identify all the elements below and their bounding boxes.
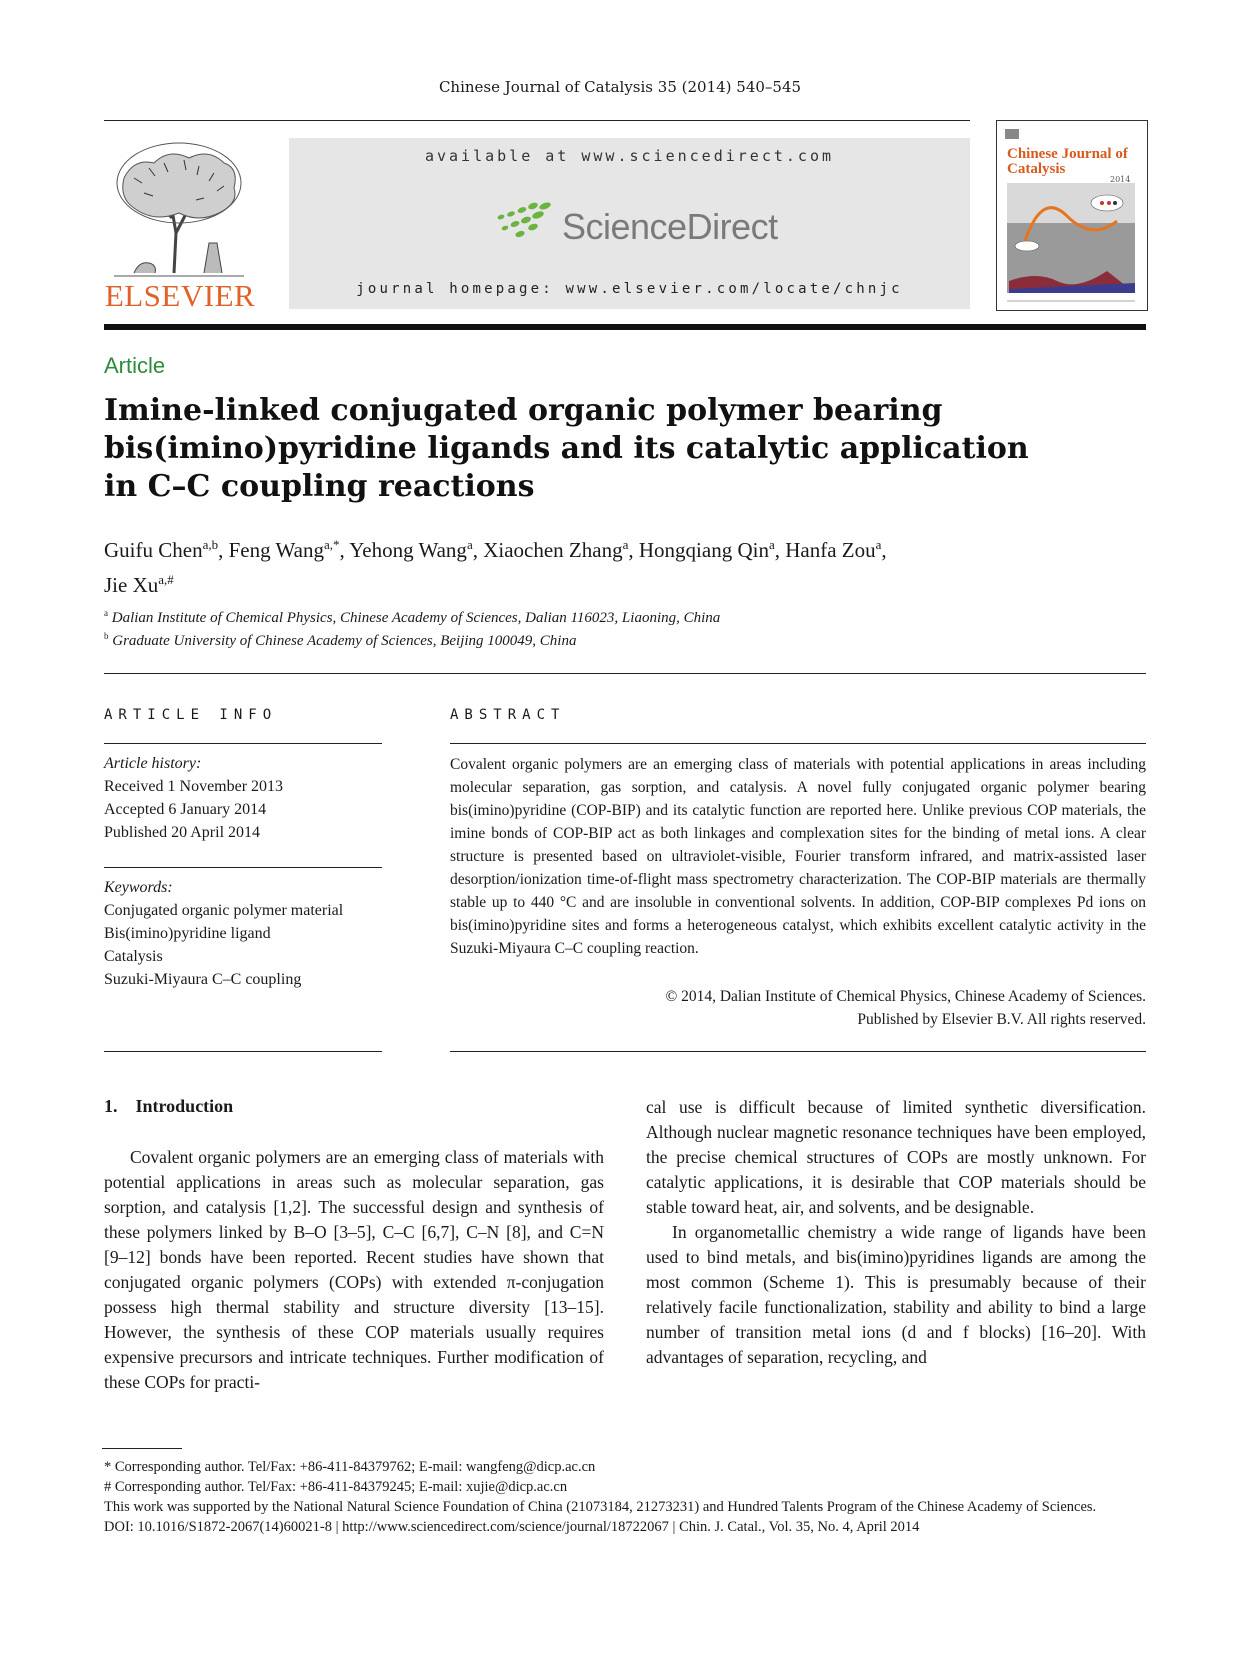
available-at-text: available at www.sciencedirect.com xyxy=(424,147,835,165)
abstract-rule xyxy=(450,743,1146,744)
published-date: Published 20 April 2014 xyxy=(104,824,261,841)
affiliation-a xyxy=(104,608,720,627)
intro-paragraph: cal use is difficult because of limited synthetic diversification. Although nuclear magnetic resonance techniques have been employed, the precise chemical structures of COPs are mostly unknown. For catalytic applications, it is desirable that COP materials should be stable toward heat, air, and solvents, and be designable. xyxy=(646,1097,1146,1217)
author-affiliation-mark: a xyxy=(622,537,629,552)
affiliation-b xyxy=(104,631,576,650)
title-line: in C–C coupling reactions xyxy=(104,469,535,504)
author-name: Xiaochen Zhang xyxy=(483,538,623,562)
author-affiliation-mark: a xyxy=(875,537,882,552)
journal-reference: Chinese Journal of Catalysis 35 (2014) 540–545 xyxy=(438,78,802,96)
copyright-notice xyxy=(450,985,1146,1031)
introduction-heading: 1. Introduction xyxy=(104,1096,234,1116)
affiliation-mark: a xyxy=(104,608,108,618)
article-info-history xyxy=(104,752,283,844)
keyword-item: Catalysis xyxy=(104,948,163,965)
keywords-label: Keywords: xyxy=(104,879,173,896)
sciencedirect-wordmark: ScienceDirect xyxy=(562,206,778,247)
cover-journal-title: Chinese Journal of Catalysis xyxy=(1007,146,1128,177)
article-info-rule xyxy=(104,1051,382,1052)
section-divider xyxy=(104,673,1146,674)
cover-year: 2014 xyxy=(1110,175,1131,184)
copyright-line: Published by Elsevier B.V. All rights reserved. xyxy=(857,1011,1146,1028)
intro-right-column xyxy=(646,1095,1146,1370)
author-name: Jie Xu xyxy=(104,573,159,597)
copyright-line: © 2014, Dalian Institute of Chemical Physics, Chinese Academy of Sciences. xyxy=(665,988,1146,1005)
intro-paragraph: Covalent organic polymers are an emerging class of materials with potential applications in areas such as molecular separation, gas sorption, and catalysis [1,2]. The successful design and synthesis of these polymers linked by B–O [3–5], C–C [6,7], C–N [8], and C=N [9–12] bonds have been reported. Recent studies have shown that conjugated organic polymers (COPs) with extended π-conjugation possess high thermal stability and structure diversity [13–15]. However, the synthesis of these COP materials usually requires expensive precursors and intricate techniques. Further modification of these COPs for practi- xyxy=(104,1147,604,1392)
author-affiliation-mark: a,* xyxy=(323,537,340,552)
keywords-block xyxy=(104,876,343,991)
doi-line: DOI: 10.1016/S1872-2067(14)60021-8 | http://www.sciencedirect.com/science/journal/18722067 | Chin. J. Catal., Vol. 35, No. 4, April 2014 xyxy=(104,1519,920,1535)
title-line: Imine-linked conjugated organic polymer bearing xyxy=(104,393,943,428)
author-name: Hongqiang Qin xyxy=(638,538,769,562)
journal-homepage-text: journal homepage: www.elsevier.com/locate/chnjc xyxy=(356,281,903,297)
article-info-heading: ARTICLE INFO xyxy=(104,707,278,723)
article-title xyxy=(104,392,1064,506)
abstract-heading: ABSTRACT xyxy=(450,707,566,723)
funding-note: This work was supported by the National Natural Science Foundation of China (21073184, 21273231) and Hundred Talents Program of the Chinese Academy of Sciences. xyxy=(104,1499,1097,1515)
keyword-item: Bis(imino)pyridine ligand xyxy=(104,925,271,942)
header-thick-rule xyxy=(104,324,1146,330)
header-rule xyxy=(104,120,970,121)
intro-left-column xyxy=(104,1145,604,1395)
affiliation-mark: b xyxy=(104,631,109,641)
author-affiliation-mark: a xyxy=(768,537,775,552)
abstract-rule xyxy=(450,1051,1146,1052)
keyword-item: Suzuki-Miyaura C–C coupling xyxy=(104,971,302,988)
affiliation-text: Graduate University of Chinese Academy of Sciences, Beijing 100049, China xyxy=(112,633,577,649)
affiliation-text: Dalian Institute of Chemical Physics, Chinese Academy of Sciences, Dalian 116023, Liaoning, China xyxy=(111,610,721,626)
author-name: Guifu Chen xyxy=(104,538,203,562)
author-affiliation-mark: a,# xyxy=(158,572,174,587)
article-info-rule xyxy=(104,867,382,868)
sciencedirect-leaf-icon xyxy=(493,200,559,242)
abstract-body: Covalent organic polymers are an emerging class of materials with potential applications in areas including molecular separation, gas sorption, and catalysis. A novel fully conjugated organic polymer bearing bis(imino)pyridine (COP-BIP) and its catalytic function are reported here. Unlike previous COP materials, the imine bonds of COP-BIP act as both linkages and complexation sites for the binding of metal ions. A clear structure is presented based on ultraviolet-visible, Fourier transform infrared, and matrix-assisted laser desorption/ionization time-of-flight mass spectrometry characterization. The COP-BIP materials are thermally stable up to 440 °C and are insoluble in conventional solvents. In addition, COP-BIP complexes Pd ions on bis(imino)pyridine sites and forms a heterogeneous catalyst, which exhibits excellent catalytic activity in the Suzuki-Miyaura C–C coupling reaction. xyxy=(450,756,1146,957)
footnote-rule xyxy=(102,1448,182,1449)
article-info-rule xyxy=(104,743,382,744)
keyword-item: Conjugated organic polymer material xyxy=(104,902,344,919)
corresponding-author-2: # Corresponding author. Tel/Fax: +86-411-84379245; E-mail: xujie@dicp.ac.cn xyxy=(104,1479,568,1495)
author-list: Guifu Chen$^{a,b}$, Feng Wang$^{a,*}$, Yehong Wang$^a$, Xiaochen Zhang$^a$, Hongqiang Qin$^a$, Hanfa Zou$^a$, Jie $Xu^{a,\#}$ xyxy=(104,537,887,597)
title-line: bis(imino)pyridine ligands and its catalytic application xyxy=(104,431,1029,466)
author-name: Feng Wang xyxy=(228,538,324,562)
received-date: Received 1 November 2013 xyxy=(104,778,284,795)
author-affiliation-mark: a,b xyxy=(202,537,219,552)
article-type-label: Article xyxy=(104,353,166,378)
author-name: Hanfa Zou xyxy=(785,538,876,562)
intro-paragraph: In organometallic chemistry a wide range of ligands have been used to bind metals, and bis(imino)pyridines ligands are among the most common (Scheme 1). This is presumably because of their relatively facile functionalization, stability and ability to bind a large number of transition metal ions (d and f blocks) [16–20]. With advantages of separation, recycling, and xyxy=(646,1222,1146,1367)
accepted-date: Accepted 6 January 2014 xyxy=(104,801,267,818)
author-affiliation-mark: a xyxy=(466,537,473,552)
corresponding-author-1: * Corresponding author. Tel/Fax: +86-411-84379762; E-mail: wangfeng@dicp.ac.cn xyxy=(104,1459,596,1475)
footnotes xyxy=(104,1457,1146,1537)
author-name: Yehong Wang xyxy=(349,538,467,562)
elsevier-wordmark: ELSEVIER xyxy=(104,278,256,313)
history-label: Article history: xyxy=(104,755,202,772)
